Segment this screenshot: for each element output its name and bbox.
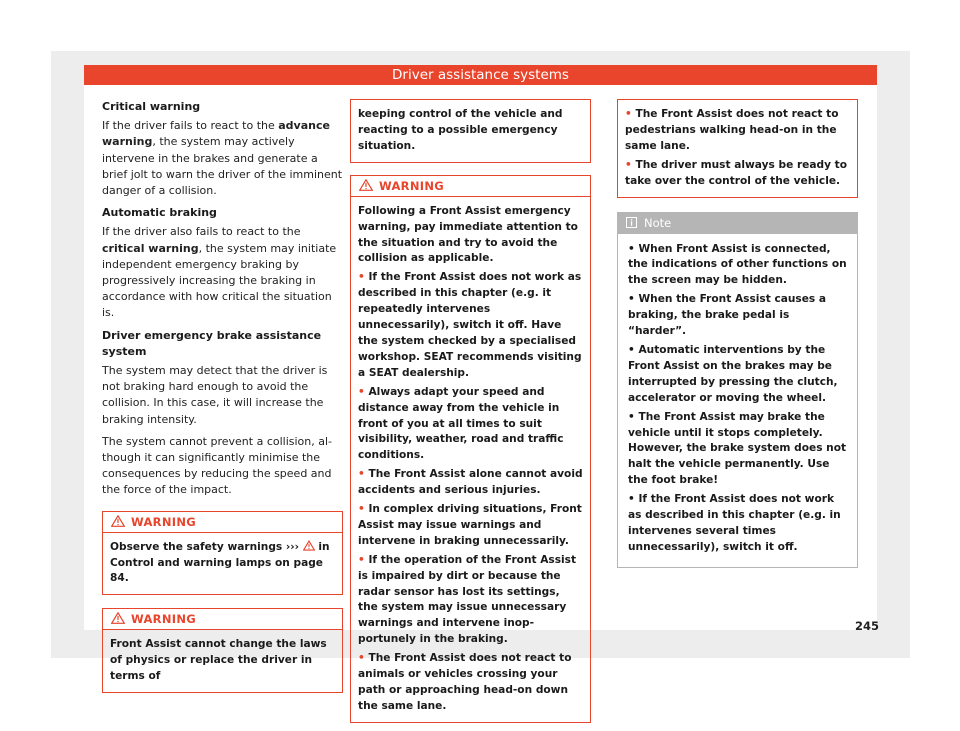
column-3: [617, 99, 858, 568]
cross-reference-link[interactable]: in Control and warning lamps on page 84.: [110, 540, 330, 585]
warning-label: WARNING: [131, 514, 196, 529]
list-item: [358, 651, 583, 715]
text-span: , the system may actively intervene in the brakes and generate a brief jolt to warn the driver of the imminent danger of a collision.: [102, 135, 343, 198]
text-span: If the driver fails to react to the: [102, 119, 279, 133]
warning-triangle-icon: [111, 515, 125, 527]
warning-continuation-box-2: [617, 99, 858, 198]
list-item-text: Always adapt your speed and distance away from the vehicle in front of you at all times to suit visibility, weather, road and traffic conditions.: [358, 385, 564, 462]
warning-box-3: [350, 175, 591, 723]
warning-triangle-icon: [111, 612, 125, 624]
text-span: If the driver also fails to react to the: [102, 225, 301, 239]
list-item-text: When Front Assist is connected, the indications of other functions on the screen may be hidden.: [628, 242, 847, 287]
list-item: [628, 492, 849, 556]
bullet-icon: •: [628, 242, 635, 255]
automatic-braking-heading: Automatic braking: [102, 206, 217, 220]
note-box: [617, 212, 858, 568]
list-item-text: The driver must always be ready to take over the control of the vehicle.: [625, 158, 848, 187]
warning-continuation-box: [350, 99, 591, 163]
bullet-icon: •: [628, 410, 635, 423]
list-item: [628, 343, 849, 407]
note-header: [618, 213, 857, 234]
brake-assist-heading: Driver emergency brake assistance system: [102, 328, 322, 358]
column-2: [350, 99, 591, 731]
warning-box-body: [351, 197, 590, 722]
chapter-title: Driver assistance systems: [84, 65, 877, 85]
list-item: [625, 158, 850, 190]
warning-box-header: [103, 609, 342, 630]
critical-warning-text: [102, 118, 343, 199]
bullet-icon: •: [358, 271, 365, 284]
warning-box-header: [351, 176, 590, 197]
warning-triangle-icon: [303, 540, 315, 551]
bullet-icon: •: [358, 385, 365, 398]
warning-box-body: Front Assist cannot change the laws of physics or replace the driver in terms of: [110, 638, 327, 683]
warning-triangle-icon: [359, 179, 373, 191]
list-item-text: Automatic interventions by the Front Assist on the brakes may be interrupted by pressing the clutch, accelerator or moving the wheel.: [628, 343, 838, 404]
list-item: [628, 410, 849, 490]
bullet-icon: •: [358, 553, 365, 566]
critical-warning-heading: Critical warning: [102, 100, 201, 113]
info-icon: [626, 217, 637, 228]
note-body: [618, 234, 857, 567]
list-item-text: The Front Assist does not react to pedestrians walking head-on in the same lane.: [625, 108, 839, 152]
list-item-text: The Front Assist does not react to animals or vehicles crossing your path or approaching head-on down the same lane.: [358, 652, 572, 712]
bullet-icon: •: [628, 293, 635, 306]
warning-box-2: [102, 608, 343, 693]
column-1: [102, 99, 343, 701]
list-item: [628, 292, 849, 340]
warning-label: WARNING: [131, 612, 196, 627]
list-item: [628, 242, 849, 290]
list-item-text: The Front Assist alone cannot avoid accidents and serious injuries.: [358, 468, 583, 497]
note-label: Note: [644, 215, 672, 230]
warning-box-header: [103, 512, 342, 533]
bullet-icon: •: [358, 468, 365, 481]
list-item: [358, 553, 583, 648]
warning-box-body: [618, 100, 857, 197]
bullet-icon: •: [628, 343, 635, 356]
list-item-text: In complex driving situations, Front Assist may issue warnings and intervene in braking unnecessarily.: [358, 503, 582, 547]
warning-label: WARNING: [379, 178, 444, 193]
page-number: 245: [855, 619, 880, 633]
bullet-icon: •: [358, 503, 365, 516]
list-item: [358, 385, 583, 465]
list-item-text: When the Front Assist causes a braking, the brake pedal is “harder”.: [628, 293, 827, 338]
bold-term: critical warning: [102, 241, 199, 255]
warning-box-body: keeping control of the vehicle and reacting to a possible emergency situation.: [358, 108, 563, 152]
bullet-icon: •: [625, 158, 632, 171]
bold-term: advance warning: [102, 119, 330, 149]
brake-assist-text-1: The system may detect that the driver is not braking hard enough to avoid the collision. In this case, it will increase the braking intensity.: [102, 364, 328, 426]
bullet-icon: •: [625, 108, 632, 120]
warning-box-1: [102, 511, 343, 596]
list-item: [358, 502, 583, 550]
list-item-text: If the Front Assist does not work as described in this chapter (e.g. it repeatedly intervenes unnecessarily), switch it off. Have the system checked by a specialised workshop. SEAT recommends visiting a SEAT dealership.: [358, 271, 582, 379]
bullet-icon: •: [358, 652, 365, 665]
warning-intro: Following a Front Assist emergency warning, pay immediate attention to the situation and try to avoid the collision as applicable.: [358, 204, 578, 265]
list-item: [358, 467, 583, 499]
text-span: Observe the safety warnings ›››: [110, 540, 300, 553]
list-item-text: The Front Assist may brake the vehicle until it stops completely. However, the brake system does not halt the vehicle permanently. Use the foot brake!: [628, 410, 847, 487]
text-span: , the system may initiate independent emergency braking by progressively increasing the braking in accordance with how critical the situation is.: [102, 241, 337, 320]
list-item: [625, 107, 850, 155]
list-item-text: If the Front Assist does not work as described in this chapter (e.g. in intervenes several times unnecessarily), switch it off.: [628, 493, 841, 553]
automatic-braking-text: [102, 224, 343, 321]
brake-assist-text-2: The system cannot prevent a collision, although it can significantly minimise the consequences by reducing the speed and the force of the impact.: [102, 434, 333, 497]
list-item: [358, 270, 583, 381]
bullet-icon: •: [628, 493, 635, 506]
list-item-text: If the operation of the Front Assist is impaired by dirt or because the radar sensor has lost its settings, the system may issue unnecessary warnings and intervene inopportunely in the braking.: [358, 553, 577, 646]
warning-box-body: [103, 533, 342, 595]
